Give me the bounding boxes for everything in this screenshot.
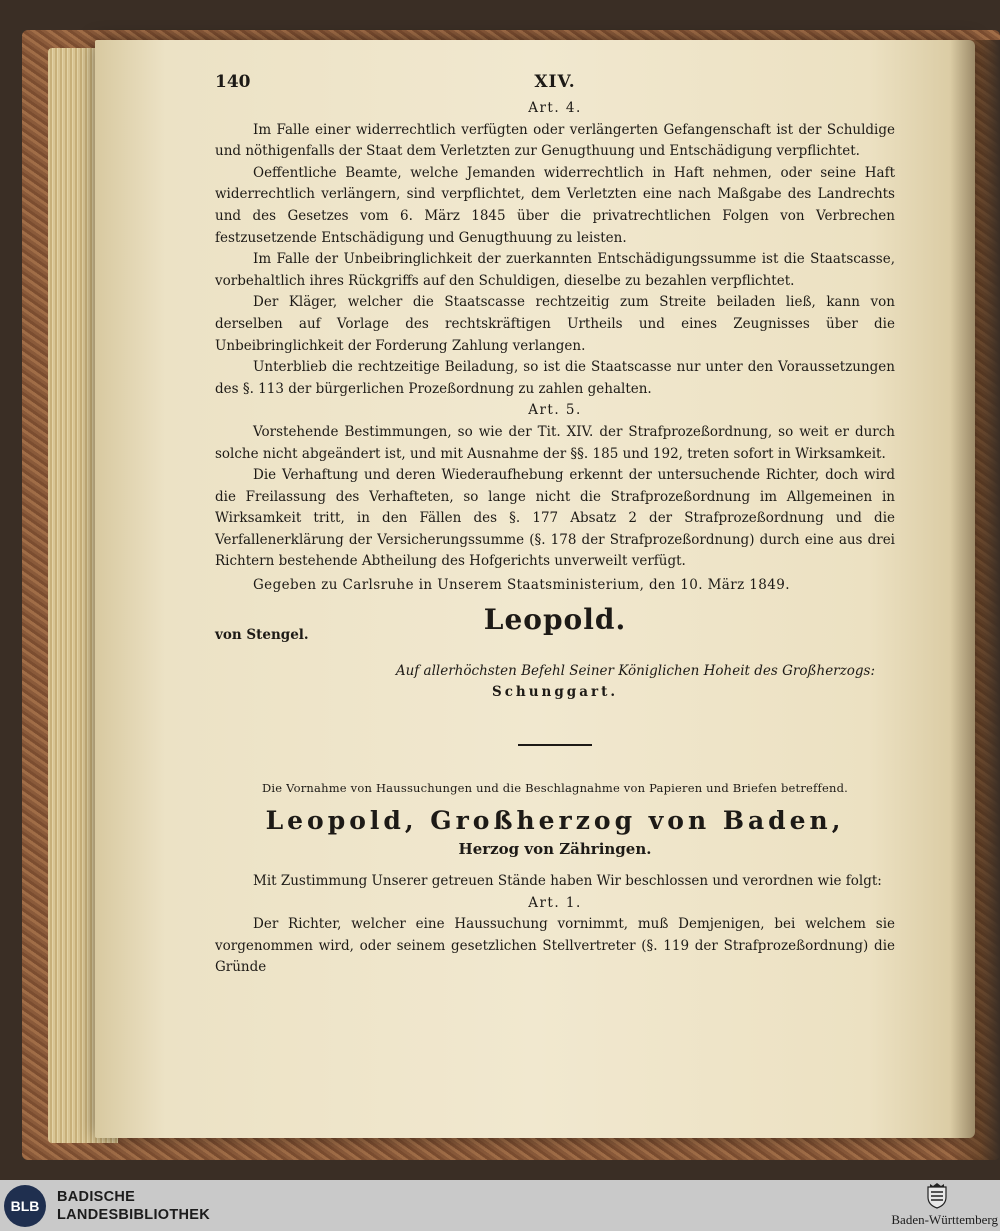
article-4-paragraph-1: Im Falle einer widerrechtlich verfügten oder verlängerten Gefangenschaft ist der Schuldige und nöthigenfalls der Staat dem Verletzten zur Genugthuung und Entschädigung verpflichtet.	[215, 121, 895, 160]
enactment-line: Mit Zustimmung Unserer getreuen Stände haben Wir beschlossen und verordnen wie folgt:	[253, 873, 882, 890]
article-4-paragraph-3: Im Falle der Unbeibringlichkeit der zuerkannten Entschädigungssumme ist die Staatscasse, vorbehaltlich ihres Rückgriffs auf den Schuldigen, dieselbe zu bezahlen verpflichtet.	[215, 251, 895, 289]
library-name[interactable]	[57, 1188, 210, 1224]
library-name-line-2: LANDESBIBLIOTHEK	[57, 1207, 211, 1223]
library-name-line-1: BADISCHE	[57, 1189, 136, 1205]
gutter-shadow	[950, 40, 1000, 1160]
law-title: Die Vornahme von Haussuchungen und die Beschlagnahme von Papieren und Briefen betreffend.	[262, 780, 848, 795]
article-4-paragraph-4: Der Kläger, welcher die Staatscasse rechtzeitig zum Streite beiladen ließ, kann von derselben auf Vorlage des rechtskräftigen Urtheils und eines Zeugnisses über die Unbeibringlichkeit der Forderung Zahlung verlangen.	[215, 294, 895, 354]
article-4-heading: Art. 4.	[528, 100, 582, 116]
section-divider	[518, 744, 592, 746]
given-line: Gegeben zu Carlsruhe in Unserem Staatsministerium, den 10. März 1849.	[253, 577, 790, 594]
countersign-name: von Stengel.	[215, 626, 309, 643]
countersign-row	[215, 626, 895, 661]
coat-of-arms-icon	[926, 1183, 948, 1209]
article-1-heading: Art. 1.	[528, 894, 582, 911]
command-line: Auf allerhöchsten Befehl Seiner Königlichen Hoheit des Großherzogs:	[395, 662, 875, 679]
article-1-paragraph-1: Der Richter, welcher eine Haussuchung vornimmt, muß Demjenigen, bei welchem sie vorgenommen wird, oder seinem gesetzlichen Stellvertreter (§. 119 der Strafprozeßordnung) die Gründe	[215, 916, 895, 976]
article-5-paragraph-1: Vorstehende Bestimmungen, so wie der Tit. XIV. der Strafprozeßordnung, so weit er durch solche nicht abgeändert ist, und mit Ausnahme der §§. 185 und 192, treten sofort in Wirksamkeit.	[215, 423, 895, 462]
article-4-paragraph-5: Unterblieb die rechtzeitige Beiladung, so ist die Staatscasse nur unter den Voraussetzungen des §. 113 der bürgerlichen Prozeßordnung zu zahlen gehalten.	[215, 359, 895, 397]
signature: Leopold.	[483, 602, 627, 636]
duke-title: Herzog von Zähringen.	[458, 840, 652, 859]
blb-logo[interactable]: BLB	[4, 1185, 46, 1227]
page-header	[215, 68, 895, 98]
article-5-heading: Art. 5.	[528, 402, 582, 419]
article-4-paragraph-2: Oeffentliche Beamte, welche Jemanden widerrechtlich in Haft nehmen, oder seine Haft widerrechtlich verlängern, sind verpflichtet, dem Verletzten eine nach Maßgabe des Landrechts und des Gesetzes vom 6. März 1845 über die privatrechtlichen Folgen von Verbrechen festzusetzende Entschädigung und Genugthuung zu leisten.	[215, 164, 895, 246]
article-5-paragraph-2: Die Verhaftung und deren Wiederaufhebung erkennt der untersuchende Richter, doch wird die Freilassung des Verhafteten, so lange nicht die Strafprozeßordnung im Allgemeinen in Wirksamkeit tritt, in den Fällen des §. 177 Absatz 2 der Strafprozeßordnung und die Verfallenerklärung der Versicherungssumme (§. 178 der Strafprozeßordnung) durch eine aus drei Richtern bestehende Abtheilung des Hofgerichts unverweilt verfügt.	[215, 467, 895, 570]
grand-duke-title: Leopold, Großherzog von Baden,	[265, 806, 845, 836]
footer-bar	[0, 1180, 1000, 1231]
page-text	[215, 68, 895, 979]
page-number: 140	[215, 72, 251, 92]
secretary-name: Schunggart.	[491, 684, 619, 701]
section-code: XIV.	[534, 72, 576, 92]
state-name[interactable]: Baden-Württemberg	[891, 1212, 998, 1227]
